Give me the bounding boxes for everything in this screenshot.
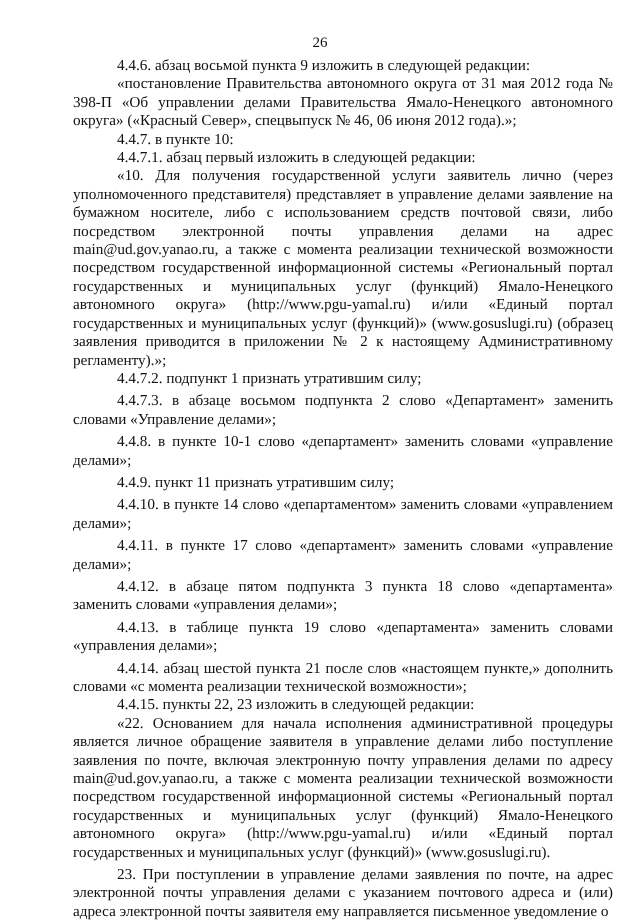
- paragraph-4-4-15: 4.4.15. пункты 22, 23 изложить в следующей редакции:: [117, 696, 475, 714]
- paragraph-4-4-10: 4.4.10. в пункте 14 слово «департаментом» заменить словами «управлением делами»;: [73, 496, 613, 532]
- paragraph-4-4-7: 4.4.7. в пункте 10:: [117, 130, 234, 148]
- paragraph-4-4-11: 4.4.11. в пункте 17 слово «департамент» заменить словами «управление делами»;: [73, 537, 613, 573]
- paragraph-4-4-13: 4.4.13. в таблице пункта 19 слово «департамента» заменить словами «управления делами»;: [73, 618, 613, 655]
- paragraph-4-4-12: 4.4.12. в абзаце пятом подпункта 3 пункта 18 слово «департамента» заменить словами «управления делами»;: [73, 577, 613, 614]
- paragraph-4-4-14: 4.4.14. абзац шестой пункта 21 после слов «настоящем пункте,» дополнить словами «с момента реализации технической возможности»;: [73, 659, 613, 695]
- paragraph-point-10-text: «10. Для получения государственной услуги заявитель лично (через уполномоченного представителя) представляет в управление делами заявление на бумажном носителе, либо с использованием средств почтовой связи, либо посредством электронной почты управления делами на адрес main@ud.gov.yanao.ru, а также с момента реализации технической возможности посредством государственной информационной системы «Региональный портал государственных и муниципальных услуг (функций) Ямало-Ненецкого автономного округа» (http://www.pgu-yamal.ru) и/или «Единый портал государственных и муниципальных услуг (функций)» (www.gosuslugi.ru) (образец заявления приводится в приложении № 2 к настоящему Административному регламенту).»;: [73, 167, 613, 369]
- paragraph-4-4-7-1: 4.4.7.1. абзац первый изложить в следующей редакции:: [117, 149, 476, 167]
- paragraph-4-4-7-2: 4.4.7.2. подпункт 1 признать утратившим силу;: [117, 369, 422, 387]
- paragraph-4-4-6: 4.4.6. абзац восьмой пункта 9 изложить в следующей редакции:: [117, 57, 531, 74]
- document-body: [73, 57, 613, 921]
- paragraph-quote-resolution: «постановление Правительства автономного округа от 31 мая 2012 года № 398-П «Об управлении делами Правительства Ямало-Ненецкого автономного округа» («Красный Север», спецвыпуск № 46, 06 июня 2012 года).»;: [73, 75, 613, 130]
- paragraph-4-4-7-3: 4.4.7.3. в абзаце восьмом подпункта 2 слово «Департамент» заменить словами «Управление делами»;: [73, 392, 613, 428]
- paragraph-4-4-9: 4.4.9. пункт 11 признать утратившим силу;: [117, 473, 395, 491]
- page-number: 26: [312, 35, 328, 51]
- paragraph-point-23-text: 23. При поступлении в управление делами заявления по почте, на адрес электронной почты управления делами с указанием почтового адреса и (или) адреса электронной почты заявителя ему направляется письменное уведомление о: [73, 866, 613, 920]
- paragraph-4-4-8: 4.4.8. в пункте 10-1 слово «департамент» заменить словами «управление делами»;: [73, 433, 613, 469]
- paragraph-point-22-text: «22. Основанием для начала исполнения административной процедуры является личное обращение заявителя в управление делами либо поступление заявления по почте, включая электронную почту управления делами по адресу main@ud.gov.yanao.ru, а также с момента реализации технической возможности посредством государственной информационной системы «Региональный портал государственных и муниципальных услуг (функций) Ямало-Ненецкого автономного округа» (http://www.pgu-yamal.ru) и/или «Единый портал государственных и муниципальных услуг (функций)» (www.gosuslugi.ru).: [73, 714, 613, 861]
